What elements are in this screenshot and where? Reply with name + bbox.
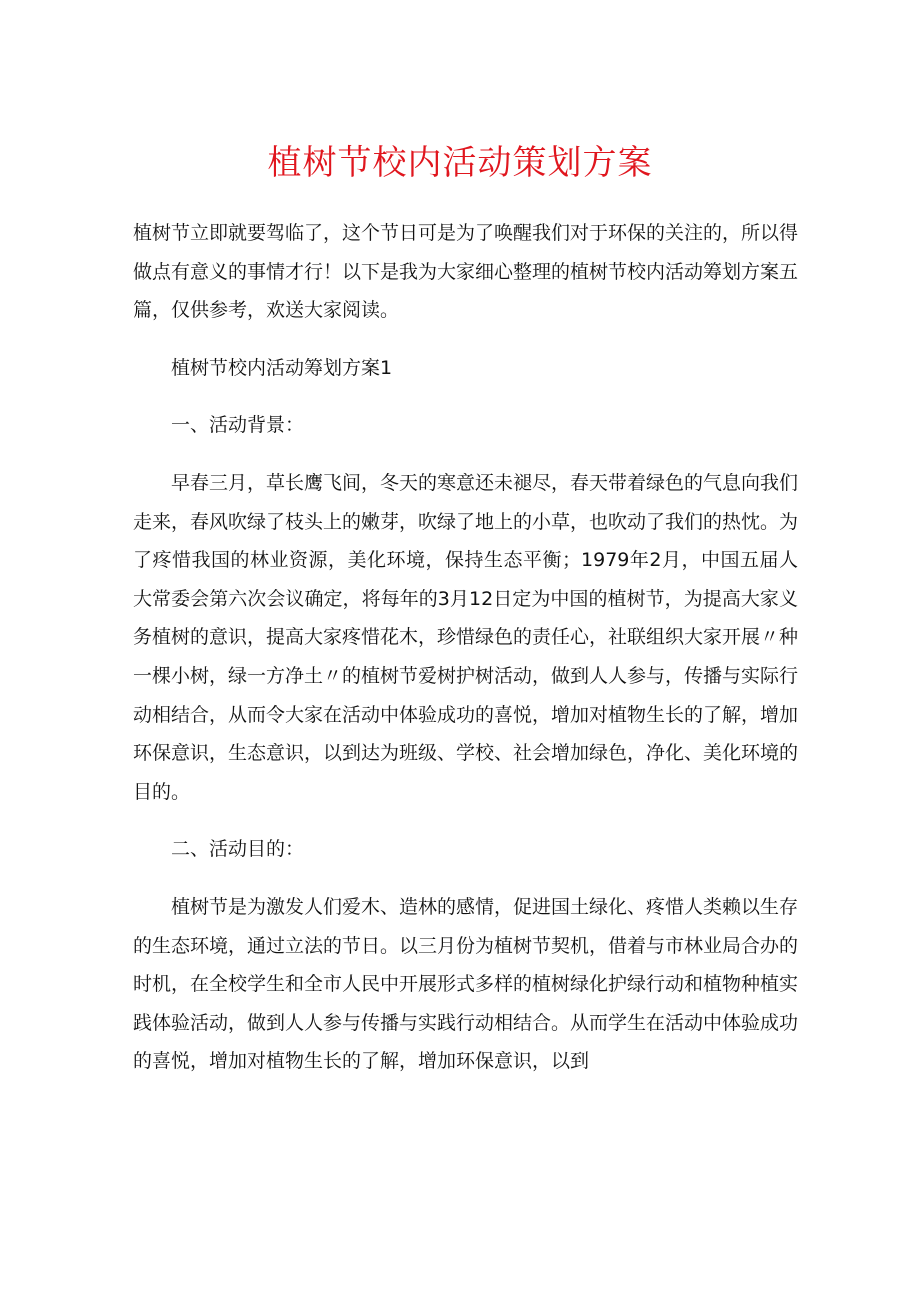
section-heading-plan-1: 植树节校内活动筹划方案1 bbox=[171, 356, 393, 379]
document-body bbox=[133, 214, 798, 1100]
background-paragraph: 早春三月，草长鹰飞间，冬天的寒意还未褪尽，春天带着绿色的气息向我们走来，春风吹绿了枝头上的嫩芽，吹绿了地上的小草，也吹动了我们的热忱。为了疼惜我国的林业资源，美化环境，保持生态平衡；1979年2月，中国五届人大常委会第六次会议确定，将每年的3月12日定为中国的植树节，为提高大家义务植树的意识，提高大家疼惜花木，珍惜绿色的责任心，社联组织大家开展〃种一棵小树，绿一方净土〃的植树节爱树护树活动，做到人人参与，传播与实际行动相结合，从而令大家在活动中体验成功的喜悦，增加对植物生长的了解，增加环保意识，生态意识，以到达为班级、学校、社会增加绿色，净化、美化环境的目的。 bbox=[133, 471, 799, 803]
section-heading-purpose: 二、活动目的： bbox=[171, 838, 305, 861]
document-title: 植树节校内活动策划方案 bbox=[267, 143, 653, 183]
section-heading-background: 一、活动背景： bbox=[171, 414, 305, 437]
intro-paragraph: 植树节立即就要驾临了，这个节日可是为了唤醒我们对于环保的关注的，所以得做点有意义的事情才行！以下是我为大家细心整理的植树节校内活动筹划方案五篇，仅供参考，欢送大家阅读。 bbox=[133, 222, 799, 322]
purpose-paragraph: 植树节是为激发人们爱木、造林的感情，促进国土绿化、疼惜人类赖以生存的生态环境，通过立法的节日。以三月份为植树节契机，借着与市林业局合办的时机，在全校学生和全市人民中开展形式多样的植树绿化护绿行动和植物种植实践体验活动，做到人人参与传播与实践行动相结合。从而学生在活动中体验成功的喜悦，增加对植物生长的了解，增加环保意识，以到 bbox=[133, 895, 799, 1073]
